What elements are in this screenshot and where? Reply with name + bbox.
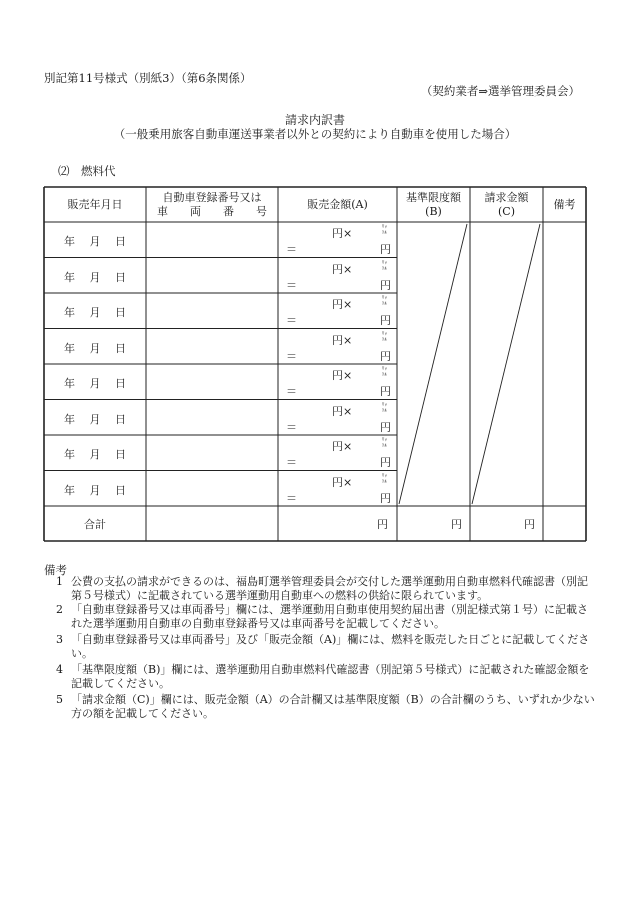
total-limit-yen: 円	[451, 518, 462, 531]
row-yen-times: 円×	[332, 369, 353, 382]
row-date: 年 月 日	[64, 270, 126, 284]
header-claim-line1: 請求金額	[484, 191, 529, 204]
row-liter-unit-top: ﾘｯ	[382, 401, 388, 408]
note-text: 公費の支払の請求ができるのは、福島町選挙管理委員会が交付した選挙運動用自動車燃料代確認書（別記第５号様式）に記載されている選挙運動用自動車への燃料の供給に限られています。	[71, 575, 588, 602]
note-number: 5	[56, 693, 63, 706]
row-yen: 円	[380, 491, 391, 505]
row-yen: 円	[380, 349, 391, 363]
header-sales-amount: 販売金額(A)	[307, 198, 368, 211]
header-remarks: 備考	[553, 198, 576, 211]
note-text: 「自動車登録番号又は車両番号」欄には、選挙運動用自動車使用契約届出書（別記様式第１号）に記載された選挙運動用自動車の自動車登録番号又は車両番号を記載してください。	[71, 603, 588, 630]
row-yen-times: 円×	[332, 298, 353, 311]
row-yen: 円	[380, 243, 391, 256]
note-item	[56, 603, 596, 631]
row-yen: 円	[380, 314, 391, 327]
row-liter-unit-top: ﾘｯ	[382, 330, 388, 337]
row-equals: ＝	[286, 314, 297, 327]
note-text: 「基準限度額（B)」欄には、選挙運動用自動車燃料代確認書（別記第５号様式）に記載された確認金額を記載してください。	[71, 663, 590, 690]
row-yen: 円	[380, 278, 391, 292]
note-text: 「請求金額（C)」欄には、販売金額（A）の合計欄又は基準限度額（B）の合計欄のうち、いずれか少ない方の額を記載してください。	[71, 693, 595, 720]
row-equals: ＝	[286, 349, 297, 363]
row-equals: ＝	[286, 278, 297, 292]
note-number: 2	[56, 603, 63, 616]
row-date: 年 月 日	[64, 412, 126, 426]
row-date: 年 月 日	[64, 306, 126, 319]
row-yen: 円	[380, 385, 391, 398]
note-number: 3	[56, 633, 63, 646]
header-limit-line2: (B)	[425, 205, 442, 218]
row-yen-times: 円×	[332, 262, 353, 276]
row-equals: ＝	[286, 243, 297, 256]
diagonal-slash	[472, 224, 540, 504]
row-liter-unit-bottom: ﾄﾙ	[382, 336, 388, 343]
row-yen: 円	[380, 420, 391, 434]
row-liter-unit-bottom: ﾄﾙ	[382, 407, 388, 414]
section-label: ⑵ 燃料代	[58, 164, 116, 178]
header-vehicle-line2: 車 両 番 号	[157, 205, 267, 218]
note-item	[56, 633, 596, 661]
document-subtitle: （一般乗用旅客自動車運送事業者以外との契約により自動車を使用した場合）	[113, 127, 517, 141]
row-liter-unit-top: ﾘｯ	[382, 259, 388, 266]
row-liter-unit-top: ﾘｯ	[382, 472, 388, 479]
header-claim-line2: (C)	[498, 205, 515, 218]
row-liter-unit-top: ﾘｯ	[382, 437, 388, 443]
row-yen-times: 円×	[332, 475, 353, 489]
header-vehicle-line1: 自動車登録番号又は	[162, 191, 262, 204]
row-date: 年 月 日	[64, 377, 126, 390]
note-item	[56, 575, 596, 603]
row-yen-times: 円×	[332, 404, 353, 418]
form-number: 別記第11号様式（別紙3）（第6条関係）	[44, 71, 252, 85]
row-date: 年 月 日	[64, 341, 126, 355]
document-title: 請求内訳書	[284, 113, 345, 127]
remarks-title: 備考	[44, 563, 67, 577]
note-text: 「自動車登録番号又は車両番号」及び「販売金額（A)」欄には、燃料を販売した日ごとに記載してください。	[71, 633, 590, 660]
diagonal-slash	[399, 224, 467, 504]
row-equals: ＝	[286, 456, 297, 469]
row-equals: ＝	[286, 491, 297, 505]
row-liter-unit-bottom: ﾄﾙ	[382, 443, 388, 449]
note-item	[56, 663, 596, 691]
row-liter-unit-top: ﾘｯ	[382, 366, 388, 372]
note-item	[56, 693, 596, 721]
row-yen-times: 円×	[332, 227, 353, 240]
row-yen-times: 円×	[332, 333, 353, 347]
row-equals: ＝	[286, 420, 297, 434]
note-number: 4	[56, 663, 63, 676]
row-date: 年 月 日	[64, 448, 126, 461]
row-date: 年 月 日	[64, 483, 126, 497]
header-date: 販売年月日	[67, 198, 123, 211]
total-sales-yen: 円	[377, 518, 388, 531]
row-liter-unit-bottom: ﾄﾙ	[382, 265, 388, 272]
total-claim-yen: 円	[524, 518, 535, 531]
row-liter-unit-top: ﾘｯ	[382, 224, 388, 230]
header-limit-line1: 基準限度額	[406, 191, 461, 204]
row-liter-unit-bottom: ﾄﾙ	[382, 301, 388, 307]
row-equals: ＝	[286, 385, 297, 398]
total-label: 合計	[84, 518, 106, 531]
note-number: 1	[56, 575, 63, 588]
row-yen: 円	[380, 456, 391, 469]
row-date: 年 月 日	[64, 235, 126, 248]
row-liter-unit-bottom: ﾄﾙ	[382, 372, 388, 378]
direction-note: （契約業者⇒選挙管理委員会）	[420, 84, 580, 98]
row-liter-unit-top: ﾘｯ	[382, 295, 388, 301]
row-yen-times: 円×	[332, 440, 353, 453]
row-liter-unit-bottom: ﾄﾙ	[382, 478, 388, 485]
row-liter-unit-bottom: ﾄﾙ	[382, 230, 388, 236]
